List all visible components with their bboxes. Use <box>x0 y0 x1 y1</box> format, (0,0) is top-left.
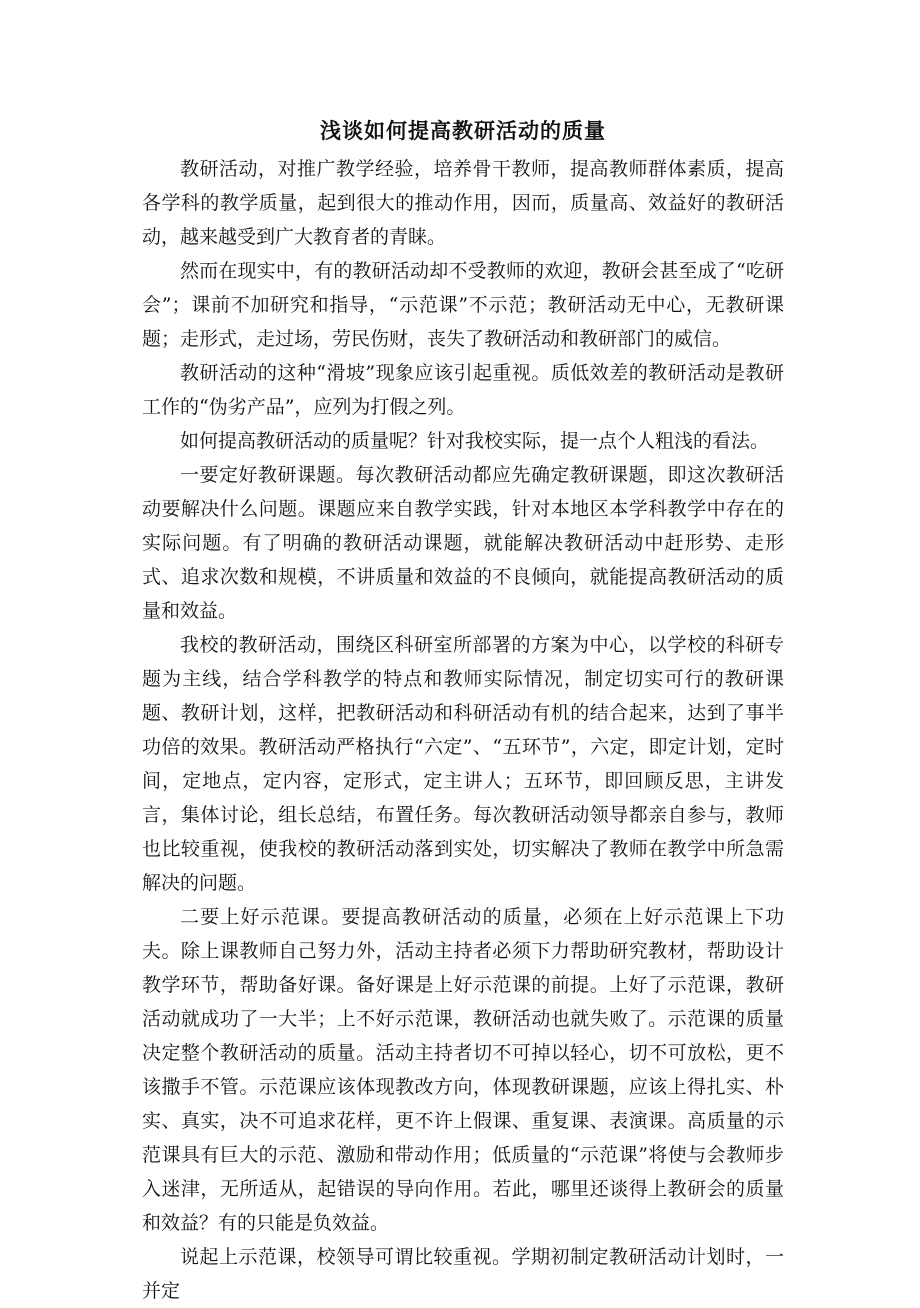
paragraph-7: 二要上好示范课。要提高教研活动的质量，必须在上好示范课上下功夫。除上课教师自己努力外，活动主持者必须下力帮助研究教材，帮助设计教学环节，帮助备好课。备好课是上好示范课的前提。上好了示范课，教研活动就成功了一大半；上不好示范课，教研活动也就失败了。示范课的质量决定整个教研活动的质量。活动主持者切不可掉以轻心，切不可放松，更不该撒手不管。示范课应该体现教改方向，体现教研课题，应该上得扎实、朴实、真实，决不可追求花样，更不许上假课、重复课、表演课。高质量的示范课具有巨大的示范、激励和带动作用；低质量的“示范课”将使与会教师步入迷津，无所适从，起错误的导向作用。若此，哪里还谈得上教研会的质量和效益？有的只能是负效益。 <box>142 906 784 1234</box>
paragraph-3: 教研活动的这种“滑坡”现象应该引起重视。质低效差的教研活动是教研工作的“伪劣产品”，应列为打假之列。 <box>142 362 784 418</box>
paragraph-2: 然而在现实中，有的教研活动却不受教师的欢迎，教研会甚至成了“吃研会”；课前不加研究和指导，“示范课”不示范；教研活动无中心，无教研课题；走形式，走过场，劳民伤财，丧失了教研活动和教研部门的威信。 <box>142 260 784 350</box>
paragraph-5: 一要定好教研课题。每次教研活动都应先确定教研课题，即这次教研活动要解决什么问题。课题应来自教学实践，针对本地区本学科教学中存在的实际问题。有了明确的教研活动课题，就能解决教研活动中赶形势、走形式、追求次数和规模，不讲质量和效益的不良倾向，就能提高教研活动的质量和效益。 <box>142 464 784 622</box>
document-page <box>142 112 784 1308</box>
paragraph-1: 教研活动，对推广教学经验，培养骨干教师，提高教师群体素质，提高各学科的教学质量，起到很大的推动作用，因而，质量高、效益好的教研活动，越来越受到广大教育者的青睐。 <box>142 158 784 248</box>
paragraph-6: 我校的教研活动，围绕区科研室所部署的方案为中心，以学校的科研专题为主线，结合学科教学的特点和教师实际情况，制定切实可行的教研课题、教研计划，这样，把教研活动和科研活动有机的结合起来，达到了事半功倍的效果。教研活动严格执行“六定”、“五环节”，六定，即定计划，定时间，定地点，定内容，定形式，定主讲人；五环节，即回顾反思，主讲发言，集体讨论，组长总结，布置任务。每次教研活动领导都亲自参与，教师也比较重视，使我校的教研活动落到实处，切实解决了教师在教学中所急需解决的问题。 <box>142 634 784 894</box>
document-title: 浅谈如何提高教研活动的质量 <box>320 118 606 143</box>
paragraph-8: 说起上示范课，校领导可谓比较重视。学期初制定教研活动计划时，一并定 <box>142 1246 784 1302</box>
paragraph-4: 如何提高教研活动的质量呢？针对我校实际，提一点个人粗浅的看法。 <box>180 430 770 452</box>
